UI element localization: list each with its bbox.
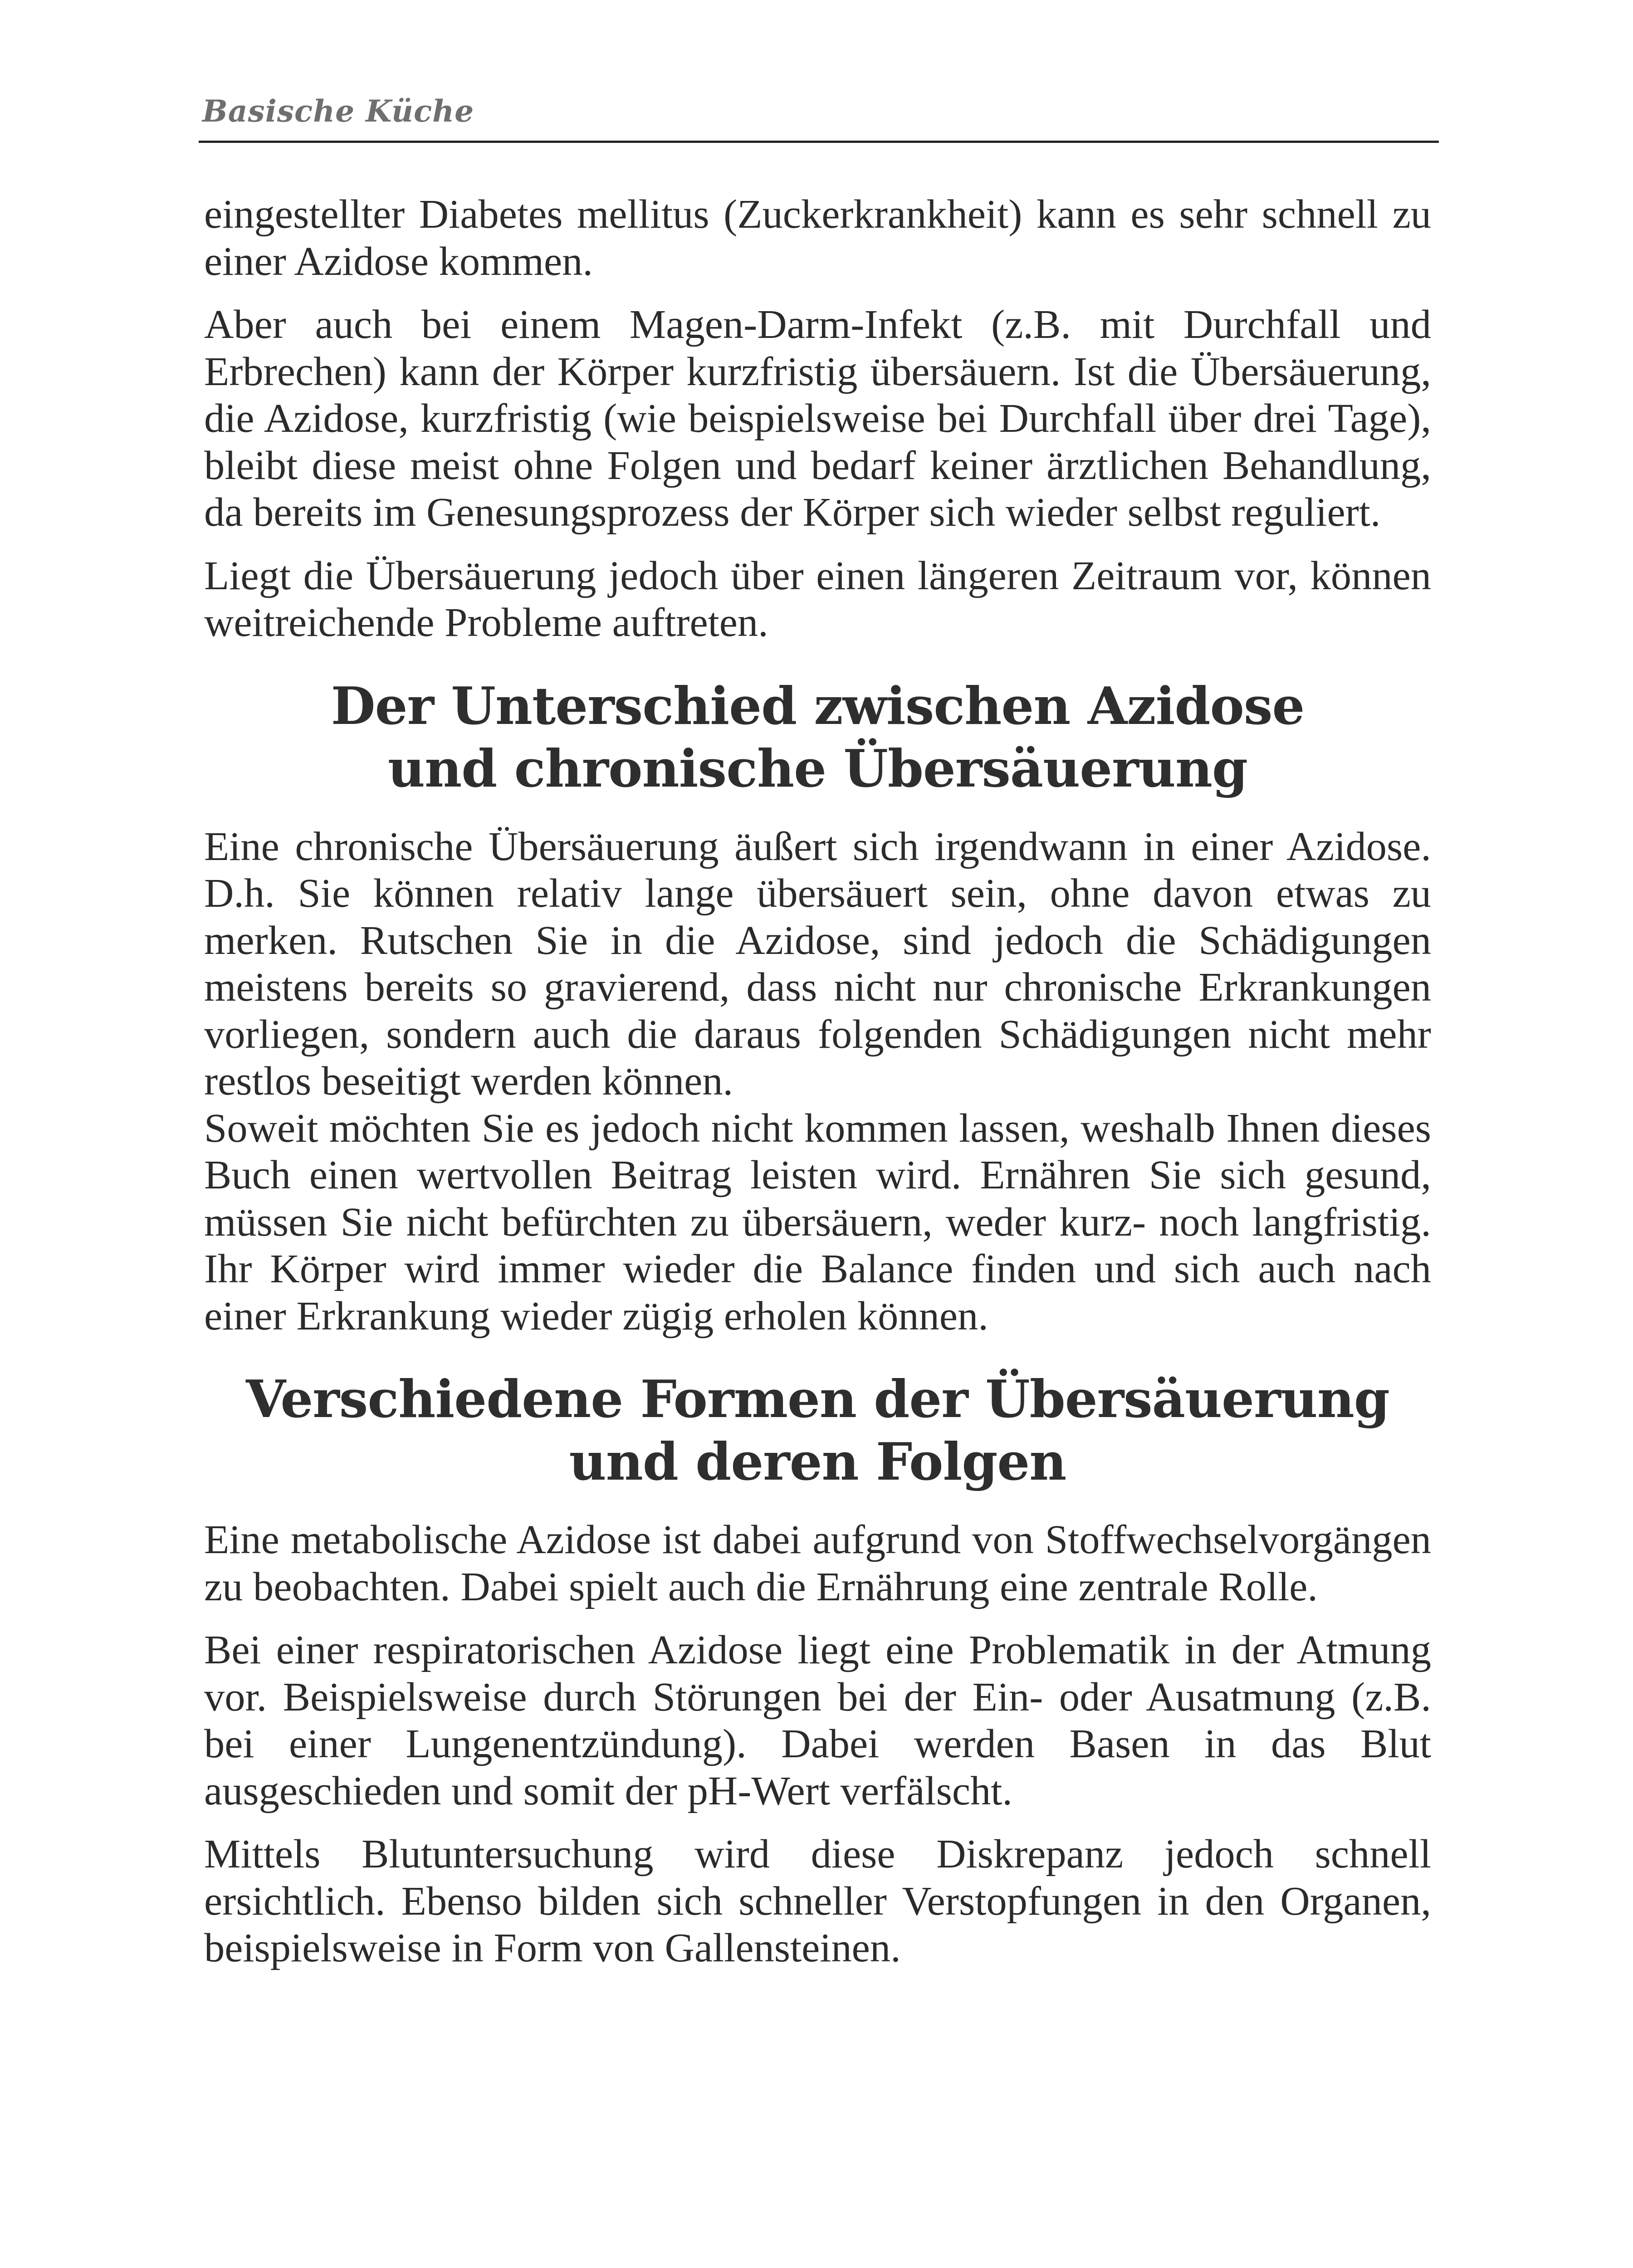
paragraph-buch-beitrag: Soweit möchten Sie es jedoch nicht kommen lassen, weshalb Ihnen dieses Buch einen wertvollen Beitrag leisten wird. Ernähren Sie sich gesund, müssen Sie nicht befürchten zu übersäuern, weder kurz- noch langfristig. Ihr Körper wird immer wieder die Balance finden und sich auch nach einer Erkrankung wieder zügig erholen können. [204,1105,1431,1339]
header-divider [199,141,1439,143]
paragraph-chronische-uebersaeuerung: Eine chronische Übersäuerung äußert sich irgendwann in einer Azidose. D.h. Sie können relativ lange übersäuert sein, ohne davon etwas zu merken. Rutschen Sie in die Azidose, sind jedoch die Schädigungen meistens bereits so gravierend, dass nicht nur chronische Erkrankungen vorliegen, sondern auch die daraus folgenden Schädigungen nicht mehr restlos beseitigt werden können. [204,823,1431,1104]
section-heading-unterschied [204,675,1431,800]
heading-line: Verschiedene Formen der Übersäuerung [246,1369,1389,1429]
paragraph-infekt: Aber auch bei einem Magen-Darm-Infekt (z.B. mit Durchfall und Erbrechen) kann der Körper kurzfristig übersäuern. Ist die Übersäuerung, die Azidose, kurzfristig (wie beispielsweise bei Durchfall über drei Tage), bleibt diese meist ohne Folgen und bedarf keiner ärztlichen Behandlung, da bereits im Genesungsprozess der Körper sich wieder selbst reguliert. [204,301,1431,535]
page-body [204,191,1431,1988]
paragraph-metabolische-azidose: Eine metabolische Azidose ist dabei aufgrund von Stoffwechselvorgängen zu beobachten. Dabei spielt auch die Ernährung eine zentrale Rolle. [204,1516,1431,1609]
heading-line: und deren Folgen [569,1432,1066,1492]
paragraph-respiratorische-azidose: Bei einer respiratorischen Azidose liegt eine Problematik in der Atmung vor. Beispielsweise durch Störungen bei der Ein- oder Ausatmung (z.B. bei einer Lungenentzündung). Dabei werden Basen in das Blut ausgeschieden und somit der pH-Wert verfälscht. [204,1627,1431,1813]
heading-line: und chronische Übersäuerung [387,738,1248,799]
heading-line: Der Unterschied zwischen Azidose [331,675,1305,736]
running-header: Basische Küche [202,93,474,129]
section-heading-formen [204,1368,1431,1493]
paragraph-laengerer-zeitraum: Liegt die Übersäuerung jedoch über einen längeren Zeitraum vor, können weitreichende Probleme auftreten. [204,552,1431,645]
paragraph-diabetes: eingestellter Diabetes mellitus (Zuckerkrankheit) kann es sehr schnell zu einer Azidose kommen. [204,191,1431,284]
paragraph-blutuntersuchung: Mittels Blutuntersuchung wird diese Diskrepanz jedoch schnell ersichtlich. Ebenso bilden sich schneller Verstopfungen in den Organen, beispielsweise in Form von Gallensteinen. [204,1831,1431,1970]
